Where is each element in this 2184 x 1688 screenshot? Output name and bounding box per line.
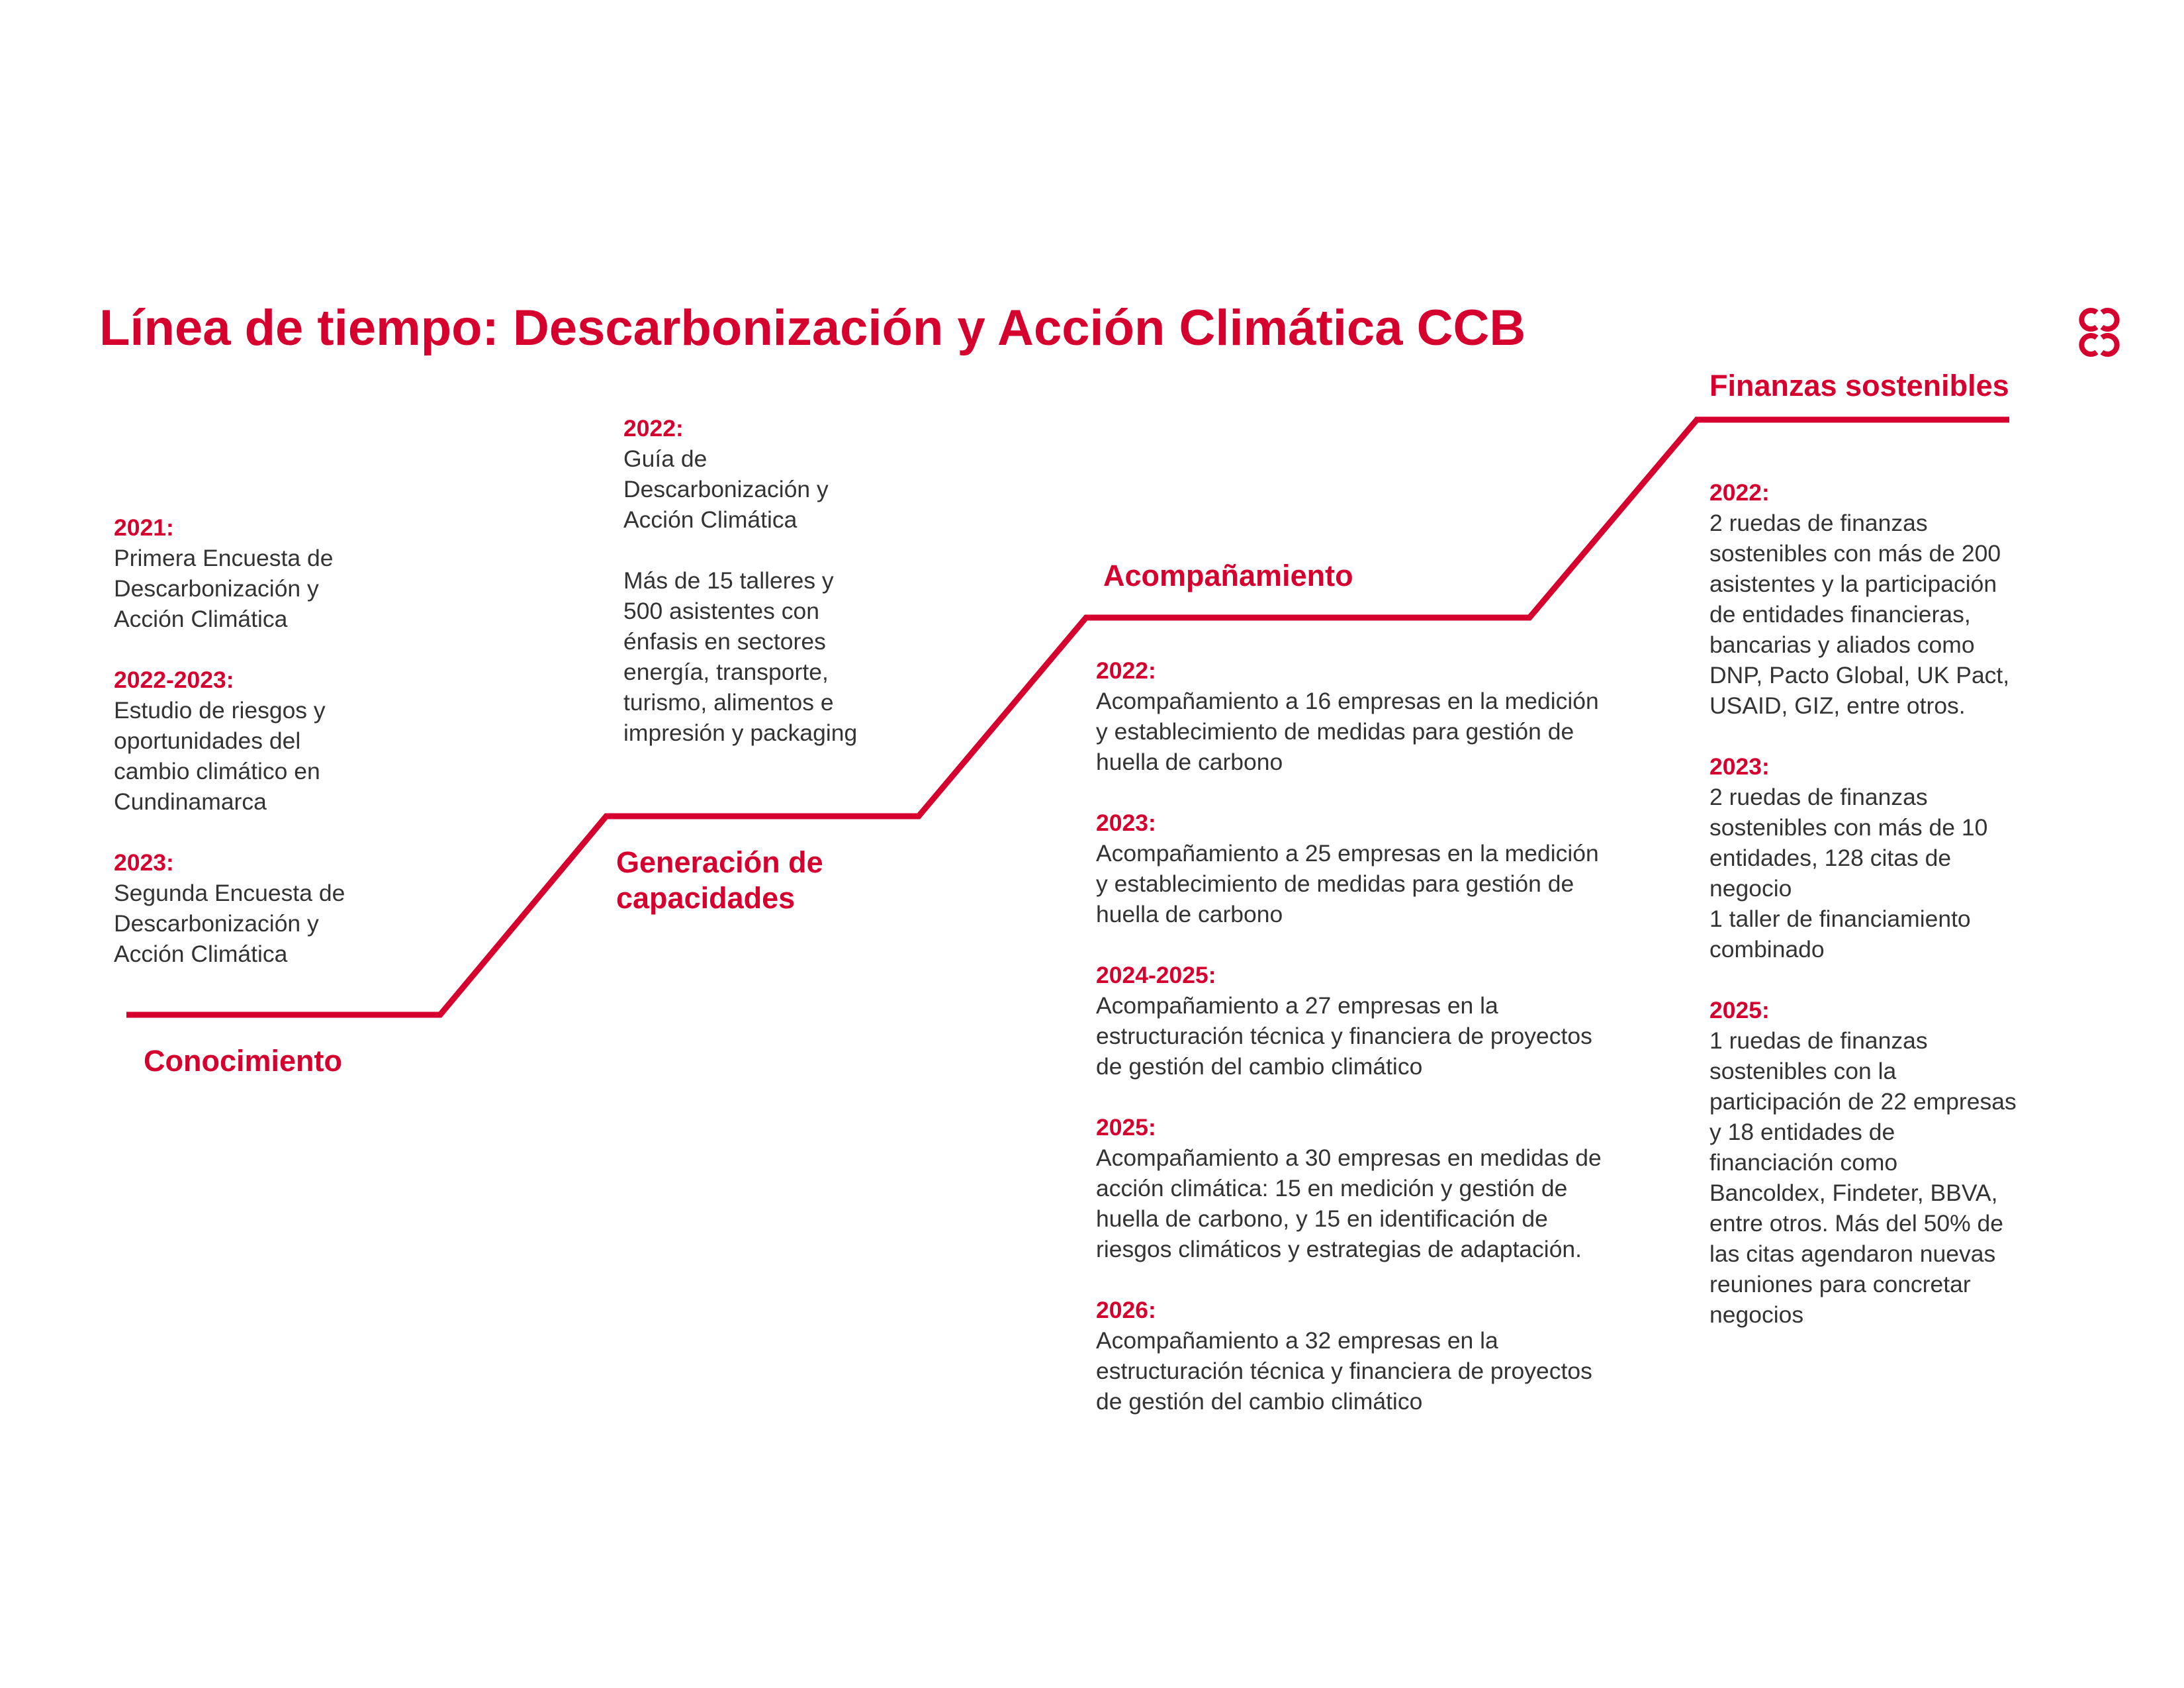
conocimiento-column bbox=[114, 512, 345, 1000]
entry-text: Segunda Encuesta de Descarbonización y Acción Climática bbox=[114, 880, 345, 967]
entry-year: 2026: bbox=[1096, 1297, 1156, 1323]
timeline-entry bbox=[114, 847, 345, 969]
entry-year: 2024-2025: bbox=[1096, 962, 1216, 988]
entry-year: 2023: bbox=[1709, 753, 1770, 780]
entry-text: Más de 15 talleres y 500 asistentes con énfasis en sectores energía, transporte, turismo, alimentos e impresión y packaging bbox=[623, 567, 858, 746]
timeline-entry bbox=[114, 512, 345, 634]
entry-text: Estudio de riesgos y oportunidades del cambio climático en Cundinamarca bbox=[114, 697, 326, 815]
timeline-entry bbox=[1709, 751, 2017, 964]
entry-text: Acompañamiento a 32 empresas en la estructuración técnica y financiera de proyectos de gestión del cambio climático bbox=[1096, 1327, 1592, 1415]
entry-text: 2 ruedas de finanzas sostenibles con más de 10 entidades, 128 citas de negocio 1 taller de financiamiento combinado bbox=[1709, 784, 1988, 962]
entry-text: Acompañamiento a 30 empresas en medidas de acción climática: 15 en medición y gestión de huella de carbono, y 15 en identificación de riesgos climáticos y estrategias de adaptación. bbox=[1096, 1145, 1602, 1262]
timeline-entry bbox=[1709, 995, 2017, 1330]
timeline-entry bbox=[623, 565, 857, 748]
timeline-entry bbox=[1096, 1295, 1602, 1417]
timeline-entry bbox=[114, 665, 345, 817]
entry-text: Guía de Descarbonización y Acción Climática bbox=[623, 445, 829, 533]
entry-year: 2022: bbox=[623, 415, 684, 442]
entry-text: Primera Encuesta de Descarbonización y Acción Climática bbox=[114, 545, 334, 632]
timeline-entry bbox=[1709, 477, 2017, 721]
entry-year: 2023: bbox=[1096, 810, 1156, 836]
section-generacion-capacidades: Generación de capacidades bbox=[616, 845, 823, 915]
entry-year: 2021: bbox=[114, 514, 174, 541]
timeline-entry bbox=[623, 413, 857, 535]
timeline-entry bbox=[1096, 960, 1602, 1082]
entry-year: 2023: bbox=[114, 849, 174, 876]
section-acompanamiento: Acompañamiento bbox=[1103, 559, 1353, 592]
entry-year: 2025: bbox=[1096, 1114, 1156, 1141]
entry-year: 2022: bbox=[1709, 479, 1770, 506]
finanzas-column bbox=[1709, 477, 2017, 1360]
entry-year: 2022-2023: bbox=[114, 667, 234, 693]
acompanamiento-column bbox=[1096, 655, 1602, 1447]
section-conocimiento: Conocimiento bbox=[144, 1044, 342, 1078]
capacidades-column bbox=[623, 413, 857, 778]
entry-year: 2022: bbox=[1096, 657, 1156, 684]
section-finanzas-sostenibles: Finanzas sostenibles bbox=[1709, 369, 2009, 402]
timeline-entry bbox=[1096, 1112, 1602, 1264]
entry-year: 2025: bbox=[1709, 997, 1770, 1023]
page-title: Línea de tiempo: Descarbonización y Acción Climática CCB bbox=[99, 300, 1526, 356]
entry-text: Acompañamiento a 27 empresas en la estructuración técnica y financiera de proyectos de gestión del cambio climático bbox=[1096, 992, 1592, 1080]
entry-text: Acompañamiento a 16 empresas en la medición y establecimiento de medidas para gestión de huella de carbono bbox=[1096, 688, 1599, 775]
timeline-entry bbox=[1096, 808, 1602, 929]
entry-text: 2 ruedas de finanzas sostenibles con más de 200 asistentes y la participación de entidades financieras, bancarias y aliados como DNP, Pacto Global, UK Pact, USAID, GIZ, entre otros. bbox=[1709, 510, 2010, 719]
entry-text: 1 ruedas de finanzas sostenibles con la participación de 22 empresas y 18 entidades de financiación como Bancoldex, Findeter, BBVA, entre otros. Más del 50% de las citas agendaron nuevas reuniones para concretar negocios bbox=[1709, 1027, 2017, 1328]
timeline-entry bbox=[1096, 655, 1602, 777]
entry-text: Acompañamiento a 25 empresas en la medición y establecimiento de medidas para gestión de huella de carbono bbox=[1096, 840, 1599, 927]
